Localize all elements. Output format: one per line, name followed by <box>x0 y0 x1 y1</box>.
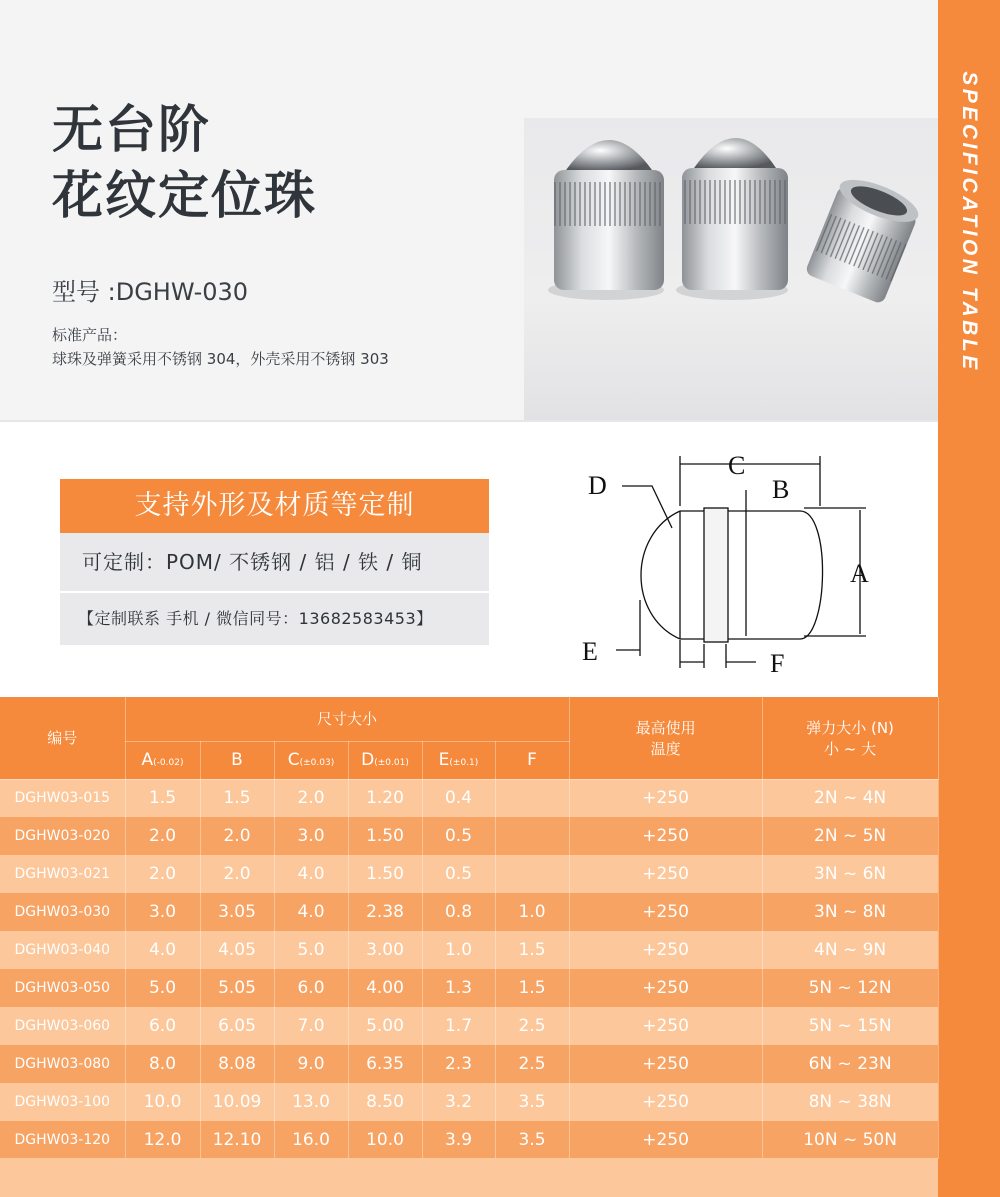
cell-force: 2N ~ 4N <box>762 779 938 817</box>
cell-c: 16.0 <box>274 1121 348 1159</box>
cell-f: 3.5 <box>495 1083 569 1121</box>
table-row <box>0 1121 938 1159</box>
cell-b: 4.05 <box>200 931 274 969</box>
cell-code: DGHW03-040 <box>0 931 125 969</box>
product-photo <box>524 118 938 420</box>
dimension-drawing <box>560 440 900 690</box>
cell-e: 0.4 <box>422 779 495 817</box>
cell-d: 6.35 <box>348 1045 422 1083</box>
cell-force: 10N ~ 50N <box>762 1121 938 1159</box>
model-number: 型号 :DGHW-030 <box>52 278 249 306</box>
header-dim-name: D <box>361 750 375 770</box>
cell-force: 5N ~ 15N <box>762 1007 938 1045</box>
cell-b: 3.05 <box>200 893 274 931</box>
header-dim-name: C <box>287 750 300 770</box>
dim-label-d: D <box>588 471 607 500</box>
header-max-temp-line1: 最高使用 <box>635 718 696 737</box>
cell-b: 8.08 <box>200 1045 274 1083</box>
cell-f: 2.5 <box>495 1045 569 1083</box>
cell-e: 3.2 <box>422 1083 495 1121</box>
header-dim-name: A <box>141 750 154 770</box>
dim-label-a: A <box>850 559 869 588</box>
cell-temp: +250 <box>569 1007 762 1045</box>
title-line-2: 花纹定位珠 <box>52 167 318 226</box>
cell-e: 2.3 <box>422 1045 495 1083</box>
cell-c: 2.0 <box>274 779 348 817</box>
cell-temp: +250 <box>569 1045 762 1083</box>
standard-label: 标准产品： <box>52 326 128 344</box>
cell-force: 6N ~ 23N <box>762 1045 938 1083</box>
header-dim-b <box>200 741 274 779</box>
cell-code: DGHW03-020 <box>0 817 125 855</box>
cell-code: DGHW03-080 <box>0 1045 125 1083</box>
cell-a: 2.0 <box>125 817 200 855</box>
dimension-diagram <box>560 440 900 690</box>
cell-d: 2.38 <box>348 893 422 931</box>
cell-temp: +250 <box>569 855 762 893</box>
cell-f: 1.5 <box>495 931 569 969</box>
cell-e: 0.5 <box>422 855 495 893</box>
cell-force: 3N ~ 8N <box>762 893 938 931</box>
table-row <box>0 1007 938 1045</box>
cell-c: 5.0 <box>274 931 348 969</box>
cell-a: 4.0 <box>125 931 200 969</box>
cell-code: DGHW03-030 <box>0 893 125 931</box>
table-row <box>0 969 938 1007</box>
header-dim-a <box>125 741 200 779</box>
cell-code: DGHW03-015 <box>0 779 125 817</box>
cell-force: 3N ~ 6N <box>762 855 938 893</box>
table-row <box>0 1083 938 1121</box>
dim-label-e: E <box>582 637 598 666</box>
cell-force: 8N ~ 38N <box>762 1083 938 1121</box>
cell-a: 6.0 <box>125 1007 200 1045</box>
header-max-temp <box>569 697 762 779</box>
cell-code: DGHW03-120 <box>0 1121 125 1159</box>
cell-f: 1.5 <box>495 969 569 1007</box>
table-row <box>0 1045 938 1083</box>
header-spring-force <box>762 697 938 779</box>
cell-f: 3.5 <box>495 1121 569 1159</box>
cell-f: 1.0 <box>495 893 569 931</box>
cell-b: 1.5 <box>200 779 274 817</box>
table-row <box>0 779 938 817</box>
cell-b: 12.10 <box>200 1121 274 1159</box>
cell-code: DGHW03-050 <box>0 969 125 1007</box>
cell-c: 4.0 <box>274 893 348 931</box>
dim-label-f: F <box>770 649 785 678</box>
header-dim-d <box>348 741 422 779</box>
header-dim-name: E <box>438 750 450 770</box>
cell-f <box>495 855 569 893</box>
cell-c: 6.0 <box>274 969 348 1007</box>
spec-table-vertical-label: SPECIFICATION TABLE <box>958 71 981 373</box>
cell-temp: +250 <box>569 1083 762 1121</box>
table-row <box>0 931 938 969</box>
cell-force: 4N ~ 9N <box>762 931 938 969</box>
cell-f: 2.5 <box>495 1007 569 1045</box>
header-dim-tolerance: (-0.02) <box>153 758 184 768</box>
cell-a: 8.0 <box>125 1045 200 1083</box>
table-row <box>0 855 938 893</box>
cell-e: 0.8 <box>422 893 495 931</box>
cell-c: 3.0 <box>274 817 348 855</box>
cell-code: DGHW03-100 <box>0 1083 125 1121</box>
cell-e: 1.0 <box>422 931 495 969</box>
cell-a: 3.0 <box>125 893 200 931</box>
header-dim-c <box>274 741 348 779</box>
header-spring-force-line2: 小 ~ 大 <box>824 739 877 758</box>
cell-d: 1.50 <box>348 855 422 893</box>
header-max-temp-line2: 温度 <box>650 739 681 758</box>
cell-force: 5N ~ 12N <box>762 969 938 1007</box>
customization-contact: 【定制联系 手机 / 微信同号：13682583453】 <box>60 591 489 645</box>
cell-e: 1.3 <box>422 969 495 1007</box>
header-dim-tolerance: (±0.03) <box>299 758 335 768</box>
cell-d: 10.0 <box>348 1121 422 1159</box>
header-dim-f <box>495 741 569 779</box>
cell-code: DGHW03-021 <box>0 855 125 893</box>
customization-materials: 可定制：POM/ 不锈钢 / 铝 / 铁 / 铜 <box>60 533 489 591</box>
cell-temp: +250 <box>569 1121 762 1159</box>
product-photo-illustration <box>524 118 938 420</box>
dim-label-c: C <box>728 451 746 480</box>
cell-e: 3.9 <box>422 1121 495 1159</box>
cell-c: 13.0 <box>274 1083 348 1121</box>
table-row <box>0 817 938 855</box>
dim-label-b: B <box>772 475 790 504</box>
cell-c: 9.0 <box>274 1045 348 1083</box>
table-footer-band <box>0 1158 938 1197</box>
cell-a: 1.5 <box>125 779 200 817</box>
cell-d: 3.00 <box>348 931 422 969</box>
cell-force: 2N ~ 5N <box>762 817 938 855</box>
cell-f <box>495 817 569 855</box>
standard-material-text: 球珠及弹簧采用不锈钢 304，外壳采用不锈钢 303 <box>52 350 389 368</box>
cell-c: 4.0 <box>274 855 348 893</box>
header-dim-tolerance: (±0.01) <box>374 758 409 768</box>
customization-heading: 支持外形及材质等定制 <box>60 479 489 533</box>
header-dim-name: B <box>231 750 243 770</box>
cell-a: 12.0 <box>125 1121 200 1159</box>
cell-d: 1.20 <box>348 779 422 817</box>
cell-b: 10.09 <box>200 1083 274 1121</box>
hero-section <box>0 0 938 422</box>
cell-d: 4.00 <box>348 969 422 1007</box>
cell-code: DGHW03-060 <box>0 1007 125 1045</box>
header-code: 编号 <box>0 697 125 779</box>
cell-a: 10.0 <box>125 1083 200 1121</box>
cell-b: 2.0 <box>200 817 274 855</box>
specification-table <box>0 697 939 1159</box>
cell-c: 7.0 <box>274 1007 348 1045</box>
cell-temp: +250 <box>569 779 762 817</box>
cell-d: 5.00 <box>348 1007 422 1045</box>
cell-a: 5.0 <box>125 969 200 1007</box>
cell-f <box>495 779 569 817</box>
cell-a: 2.0 <box>125 855 200 893</box>
cell-d: 1.50 <box>348 817 422 855</box>
cell-b: 2.0 <box>200 855 274 893</box>
title-line-1: 无台阶 <box>52 101 212 160</box>
cell-e: 1.7 <box>422 1007 495 1045</box>
header-spring-force-line1: 弹力大小 (N) <box>806 718 894 737</box>
header-dim-e <box>422 741 495 779</box>
cell-b: 5.05 <box>200 969 274 1007</box>
cell-temp: +250 <box>569 969 762 1007</box>
cell-temp: +250 <box>569 817 762 855</box>
table-row <box>0 893 938 931</box>
cell-e: 0.5 <box>422 817 495 855</box>
header-dim-name: F <box>527 750 537 770</box>
product-title <box>52 98 317 230</box>
header-size-group: 尺寸大小 <box>125 697 569 741</box>
header-dim-tolerance: (±0.1) <box>449 758 479 768</box>
cell-d: 8.50 <box>348 1083 422 1121</box>
cell-temp: +250 <box>569 931 762 969</box>
cell-b: 6.05 <box>200 1007 274 1045</box>
cell-temp: +250 <box>569 893 762 931</box>
